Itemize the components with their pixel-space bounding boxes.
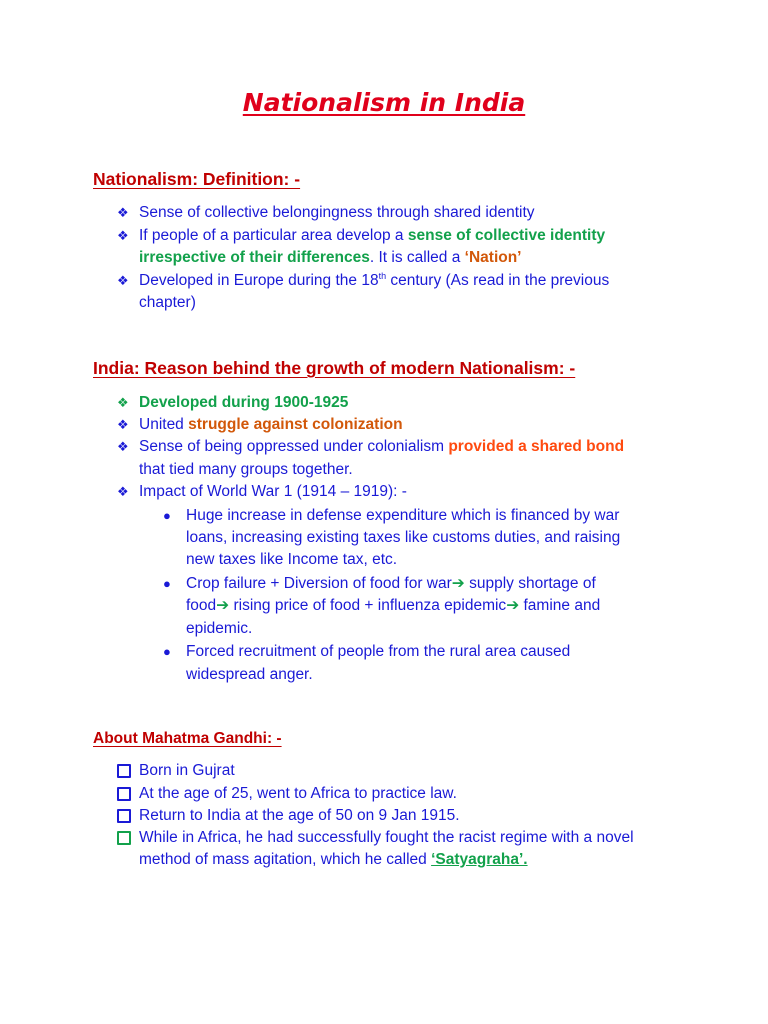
diamond-bullet-icon: ❖ — [117, 273, 129, 288]
diamond-bullet-icon: ❖ — [117, 439, 129, 454]
dot-bullet-icon: ● — [163, 576, 171, 591]
list-item: Developed in Europe during the 18th century (As read in the previous — [139, 270, 610, 289]
list-item: Born in Gujrat — [139, 762, 235, 779]
dot-bullet-icon: ● — [163, 508, 171, 523]
diamond-bullet-icon: ❖ — [117, 417, 129, 432]
checkbox-bullet-icon — [117, 809, 131, 823]
list-item: Sense of being oppressed under colonialism provided a shared bond — [139, 438, 625, 455]
section-heading-definition: Nationalism: Definition: - — [93, 169, 301, 189]
sub-list-item-continued: loans, increasing existing taxes like customs duties, and raising — [186, 529, 621, 546]
section-heading-india: India: Reason behind the growth of modern Nationalism: - — [93, 358, 576, 378]
sub-list-item-continued: food➔ rising price of food + influenza epidemic➔ famine and — [186, 597, 601, 614]
list-item: Sense of collective belongingness through shared identity — [139, 204, 535, 221]
checkbox-bullet-icon — [117, 787, 131, 801]
list-item: At the age of 25, went to Africa to practice law. — [139, 785, 457, 802]
dot-bullet-icon: ● — [163, 644, 171, 659]
checkbox-bullet-icon — [117, 831, 131, 845]
arrow-right-icon: ➔ — [216, 597, 230, 614]
sub-list-item: Forced recruitment of people from the rural area caused — [186, 643, 571, 660]
sub-list-item-continued: epidemic. — [186, 620, 253, 637]
sub-list-item: Crop failure + Diversion of food for war➔ supply shortage of — [186, 575, 596, 592]
list-item-continued: that tied many groups together. — [139, 461, 353, 478]
sub-list-item-continued: widespread anger. — [186, 666, 313, 683]
list-item: Developed during 1900-1925 — [139, 394, 349, 411]
page-title: Nationalism in India — [242, 88, 526, 117]
sub-list-item-continued: new taxes like Income tax, etc. — [186, 551, 398, 568]
diamond-bullet-icon: ❖ — [117, 484, 129, 499]
list-item-continued: method of mass agitation, which he called ‘Satyagraha’. — [139, 851, 528, 868]
section-heading-gandhi: About Mahatma Gandhi: - — [93, 730, 282, 747]
list-item: United struggle against colonization — [139, 416, 403, 433]
list-item: Impact of World War 1 (1914 – 1919): - — [139, 483, 407, 500]
diamond-bullet-icon: ❖ — [117, 205, 129, 220]
sub-list-item: Huge increase in defense expenditure which is financed by war — [186, 507, 620, 524]
list-item-continued: irrespective of their differences. It is called a ‘Nation’ — [139, 249, 522, 266]
diamond-bullet-icon: ❖ — [117, 395, 129, 410]
list-item-continued: chapter) — [139, 294, 196, 311]
list-item: Return to India at the age of 50 on 9 Jan 1915. — [139, 807, 460, 824]
arrow-right-icon: ➔ — [451, 575, 465, 592]
arrow-right-icon: ➔ — [506, 597, 520, 614]
checkbox-bullet-icon — [117, 764, 131, 778]
list-item: While in Africa, he had successfully fought the racist regime with a novel — [139, 829, 634, 846]
list-item: If people of a particular area develop a sense of collective identity — [139, 227, 606, 244]
diamond-bullet-icon: ❖ — [117, 228, 129, 243]
